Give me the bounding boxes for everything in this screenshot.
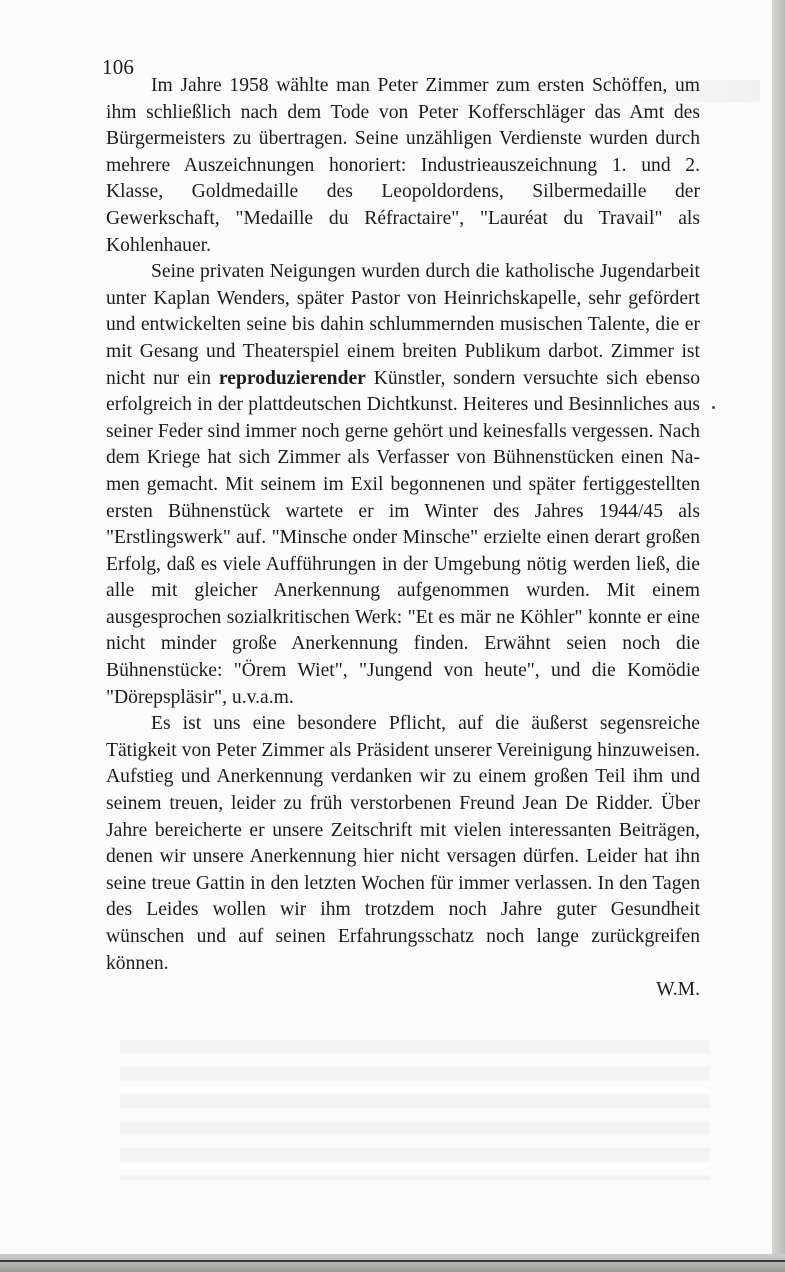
page-bottom-edge xyxy=(0,1254,785,1272)
bottom-divider xyxy=(0,1260,785,1262)
paragraph-2-text-end: Künstler, sondern versuchte sich ebenso erfolgreich in der plattdeutschen Dichtkunst. Heiteres und Besinnliches aus seiner Feder sind immer noch gerne gehört und keinesfalls vergessen. Nach dem Kriege hat sich Zimmer als Verfasser von Bühnenstücken einen Namen gemacht. Mit seinem im Exil begonnenen und später fertiggestellten ersten Bühnenstück wartete er im Winter des Jahres 1944/45 als "Erstlingswerk" auf. "Minsche onder Minsche" erzielte einen derart großen Erfolg, daß es viele Aufführungen in der Umgebung nötig werden ließ, die alle mit gleicher Anerkennung aufgenommen wurden. Mit einem ausgesprochen sozialkritischen Werk: "Et es mär ne Köhler" konnte er eine nicht minder große Anerkennung finden. Erwähnt seien noch die Bühnenstücke: "Örem Wiet", "Jungend von heute", und die Komödie "Dörepspläsir", u.v.a.m. xyxy=(106,367,700,708)
author-signature: W.M. xyxy=(656,979,700,1001)
paragraph-2 xyxy=(106,259,700,711)
margin-dot xyxy=(712,406,715,409)
paragraph-3: Es ist uns eine besondere Pflicht, auf die äußerst segensreiche Tätigkeit von Peter Zimmer als Präsident unserer Vereinigung hinzuweisen. Aufstieg und Anerkennung verdanken wir zu einem großen Teil ihm und seinem treuen, leider zu früh verstorbenen Freund Jean De Ridder. Über Jahre bereicherte er unsere Zeitschrift mit vielen interessanten Beiträgen, denen wir unsere Anerkennung hier nicht versagen dürfen. Leider hat ihn seine treue Gattin in den letzten Wochen für immer verlassen. In den Tagen des Leides wollen wir ihm trotzdem noch Jahre guter Gesundheit wünschen und auf seinen Erfahrungsschatz noch lange zurückgreifen können. xyxy=(106,713,700,974)
paragraph-2-bold-word: reproduzierender xyxy=(218,367,366,389)
page-number: 106 xyxy=(102,55,135,79)
paragraph-2-text-start: Seine privaten Neigungen wurden durch die katholische Jugendarbeit unter Kaplan Wenders, später Pastor von Heinrichskapelle, sehr gefördert und entwickelten seine bis dahin schlummernden musischen Talente, die er mit Gesang und Theaterspiel einem breiten Publikum darbot. Zimmer ist nicht nur ein xyxy=(106,261,700,389)
page-right-edge xyxy=(772,0,785,1272)
show-through-decoration xyxy=(120,1040,710,1180)
paragraph-1: Im Jahre 1958 wählte man Peter Zimmer zum ersten Schöffen, um ihm schließlich nach dem Tode von Peter Kofferschläger das Amt des Bürgermeisters zu übertragen. Seine unzähligen Verdienste wurden durch mehrere Auszeichnungen honoriert: Industrieauszeichnung 1. und 2. Klasse, Goldmedaille des Leopoldordens, Silbermedaille der Gewerkschaft, "Medaille du Réfractaire", "Lauréat du Travail" als Kohlenhauer. xyxy=(106,75,700,256)
article-body xyxy=(106,73,700,1004)
